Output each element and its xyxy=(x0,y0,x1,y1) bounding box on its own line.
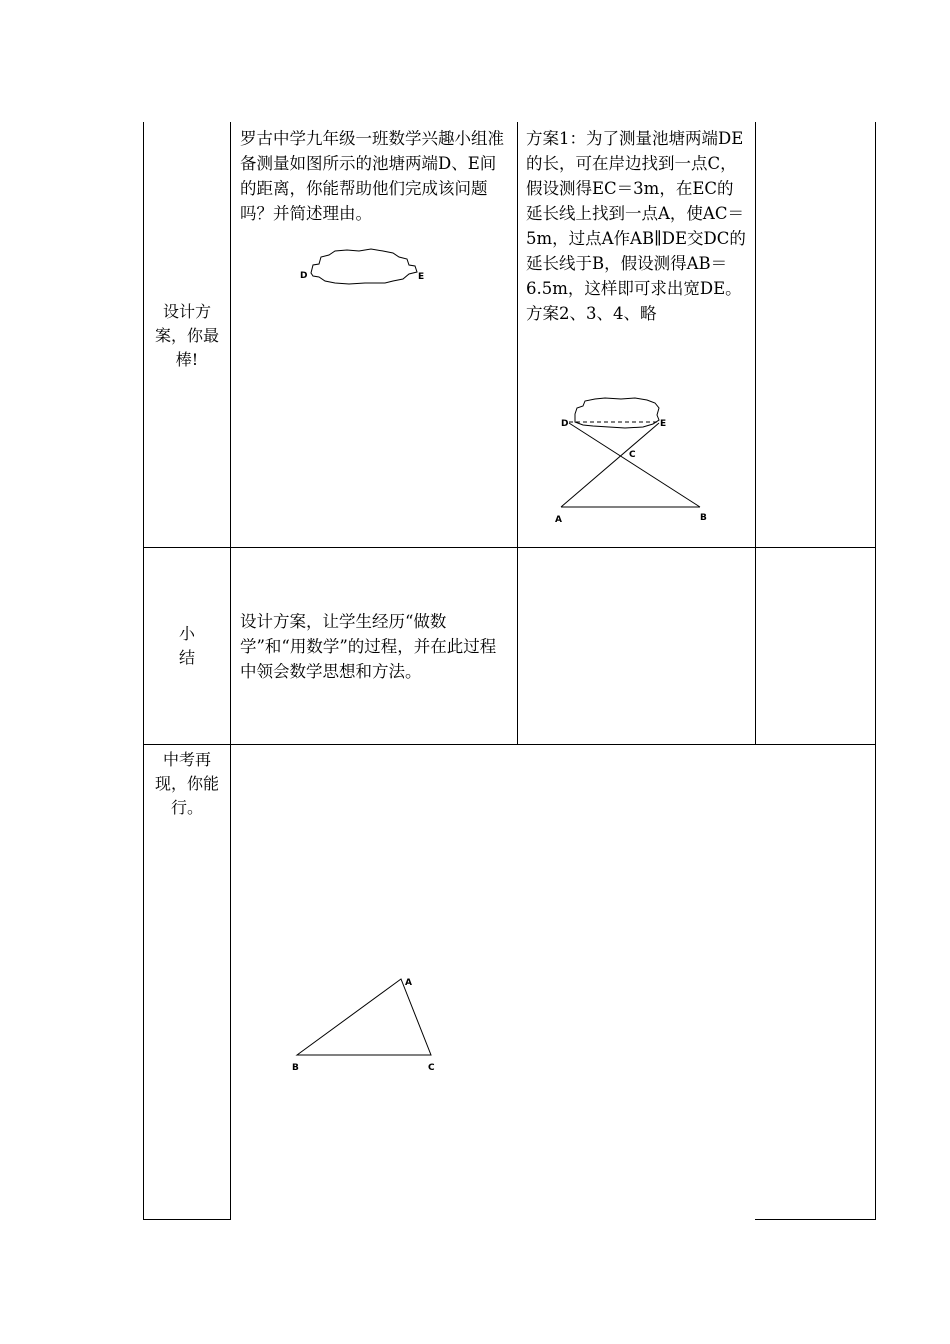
pond-label-e: E xyxy=(418,272,425,282)
scheme-label-d: D xyxy=(561,419,569,429)
pond-figure xyxy=(295,245,435,295)
grid-line-right xyxy=(875,122,876,1220)
grid-line-row2-bottom xyxy=(143,744,876,745)
scheme-label-e: E xyxy=(660,419,667,429)
pond-outline xyxy=(311,249,417,284)
grid-line-col2-divider xyxy=(517,122,518,745)
triangle-label-b: B xyxy=(292,1063,299,1073)
scheme-label-c: C xyxy=(629,450,636,460)
grid-line-table-bottom-left xyxy=(143,1219,231,1220)
summary-text: 设计方案，让学生经历“做数学”和“用数学”的过程，并在此过程中领会数学思想和方法。 xyxy=(240,612,497,681)
scheme-label-a: A xyxy=(555,515,562,525)
triangle-figure xyxy=(285,970,445,1080)
scheme-label-b: B xyxy=(700,513,707,523)
answer-text-scheme: 方案1：为了测量池塘两端DE的长，可在岸边找到一点C，假设测得EC＝3m，在EC的延长线上找到一点A，使AC＝5m，过点A作AB∥DE交DC的延长线于B，假设测得AB＝6.5m，这样即可求出宽DE。方案2、3、4、略 xyxy=(526,129,746,323)
triangle-abc xyxy=(297,979,431,1055)
grid-line-left xyxy=(143,122,144,1220)
row-label-summary: 小 结 xyxy=(178,624,195,667)
scheme-figure xyxy=(555,396,735,536)
scheme-line-d-b xyxy=(569,423,700,507)
task-text-pond: 罗古中学九年级一班数学兴趣小组准备测量如图所示的池塘两端D、E间的距离，你能帮助他们完成该问题吗？并简述理由。 xyxy=(240,129,504,223)
row-label-design: 设计方 案，你最 棒! xyxy=(154,302,219,369)
triangle-label-a: A xyxy=(405,978,412,988)
triangle-label-c: C xyxy=(428,1063,435,1073)
grid-line-table-bottom-right xyxy=(755,1219,876,1220)
grid-line-row1-bottom xyxy=(143,547,876,548)
scheme-pond-outline xyxy=(575,398,659,428)
grid-line-col3-divider xyxy=(755,122,756,745)
grid-line-label-divider xyxy=(230,122,231,1220)
pond-label-d: D xyxy=(300,271,308,281)
row-label-exam: 中考再 现，你能 行。 xyxy=(154,750,219,817)
scheme-line-e-a xyxy=(561,423,659,507)
